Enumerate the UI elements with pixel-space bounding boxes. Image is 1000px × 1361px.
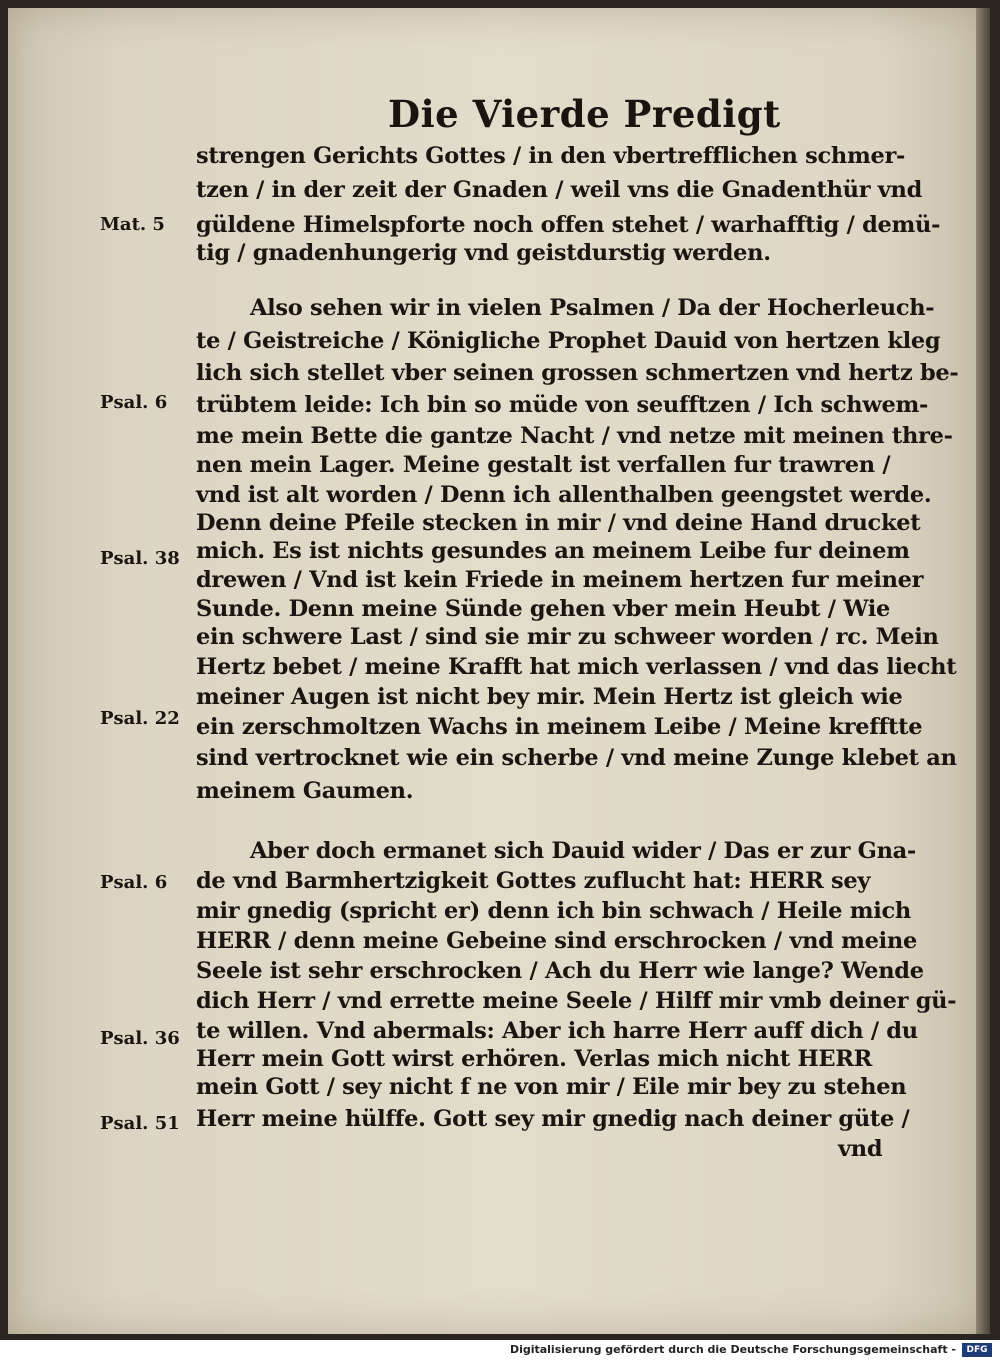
margin-note: Psal. 38 [100, 548, 180, 569]
page-header: Die Vierde Predigt [388, 92, 781, 136]
text-line: drewen / Vnd ist kein Friede in meinem hertzen fur meiner [196, 567, 924, 593]
text-line: Also sehen wir in vielen Psalmen / Da der Hocherleuch- [250, 295, 935, 321]
text-line: lich sich stellet vber seinen grossen schmertzen vnd hertz be- [196, 360, 959, 386]
funding-notice: Digitalisierung gefördert durch die Deutsche Forschungsgemeinschaft - [509, 1343, 956, 1356]
page-edge [976, 8, 990, 1334]
text-line: te willen. Vnd abermals: Aber ich harre Herr auff dich / du [196, 1018, 918, 1044]
text-line: vnd ist alt worden / Denn ich allenthalben geengstet werde. [196, 482, 932, 508]
text-line: nen mein Lager. Meine gestalt ist verfallen fur trawren / [196, 452, 891, 478]
text-line: Sunde. Denn meine Sünde gehen vber mein Heubt / Wie [196, 596, 891, 622]
margin-note: Psal. 6 [100, 392, 168, 413]
footer-bar [0, 1340, 1000, 1361]
text-line: de vnd Barmhertzigkeit Gottes zuflucht hat: HERR sey [196, 868, 871, 894]
text-line: güldene Himelspforte noch offen stehet / warhafftig / demü- [196, 212, 941, 238]
text-line: Herr mein Gott wirst erhören. Verlas mich nicht HERR [196, 1046, 873, 1072]
text-line: HERR / denn meine Gebeine sind erschrocken / vnd meine [196, 928, 917, 954]
catchword: vnd [838, 1136, 883, 1162]
text-line: dich Herr / vnd errette meine Seele / Hilff mir vmb deiner gü- [196, 988, 957, 1014]
margin-note: Psal. 22 [100, 708, 180, 729]
text-line: Aber doch ermanet sich Dauid wider / Das er zur Gna- [250, 838, 916, 864]
text-line: Herr meine hülffe. Gott sey mir gnedig nach deiner güte / [196, 1106, 910, 1132]
text-line: te / Geistreiche / Königliche Prophet Dauid von hertzen kleg [196, 328, 941, 354]
text-line: Denn deine Pfeile stecken in mir / vnd deine Hand drucket [196, 510, 921, 536]
text-line: meiner Augen ist nicht bey mir. Mein Hertz ist gleich wie [196, 684, 903, 710]
text-line: sind vertrocknet wie ein scherbe / vnd meine Zunge klebet an [196, 745, 957, 771]
text-line: Hertz bebet / meine Krafft hat mich verlassen / vnd das liecht [196, 654, 957, 680]
margin-note: Psal. 36 [100, 1028, 180, 1049]
text-line: meinem Gaumen. [196, 778, 414, 804]
text-line: strengen Gerichts Gottes / in den vbertrefflichen schmer- [196, 143, 906, 169]
text-line: trübtem leide: Ich bin so müde von seufftzen / Ich schwem- [196, 392, 929, 418]
text-line: mich. Es ist nichts gesundes an meinem Leibe fur deinem [196, 538, 910, 564]
margin-note: Psal. 6 [100, 872, 168, 893]
text-line: mir gnedig (spricht er) denn ich bin schwach / Heile mich [196, 898, 911, 924]
dfg-logo: DFG [962, 1343, 992, 1357]
text-line: ein zerschmoltzen Wachs in meinem Leibe / Meine krefftte [196, 714, 923, 740]
margin-note: Psal. 51 [100, 1113, 180, 1134]
text-line: ein schwere Last / sind sie mir zu schweer worden / rc. Mein [196, 624, 939, 650]
text-line: Seele ist sehr erschrocken / Ach du Herr wie lange? Wende [196, 958, 924, 984]
text-line: tzen / in der zeit der Gnaden / weil vns die Gnadenthür vnd [196, 177, 923, 203]
text-line: me mein Bette die gantze Nacht / vnd netze mit meinen thre- [196, 423, 953, 449]
margin-note: Mat. 5 [100, 214, 165, 235]
text-line: tig / gnadenhungerig vnd geistdurstig werden. [196, 240, 771, 266]
text-line: mein Gott / sey nicht f ne von mir / Eile mir bey zu stehen [196, 1074, 907, 1100]
